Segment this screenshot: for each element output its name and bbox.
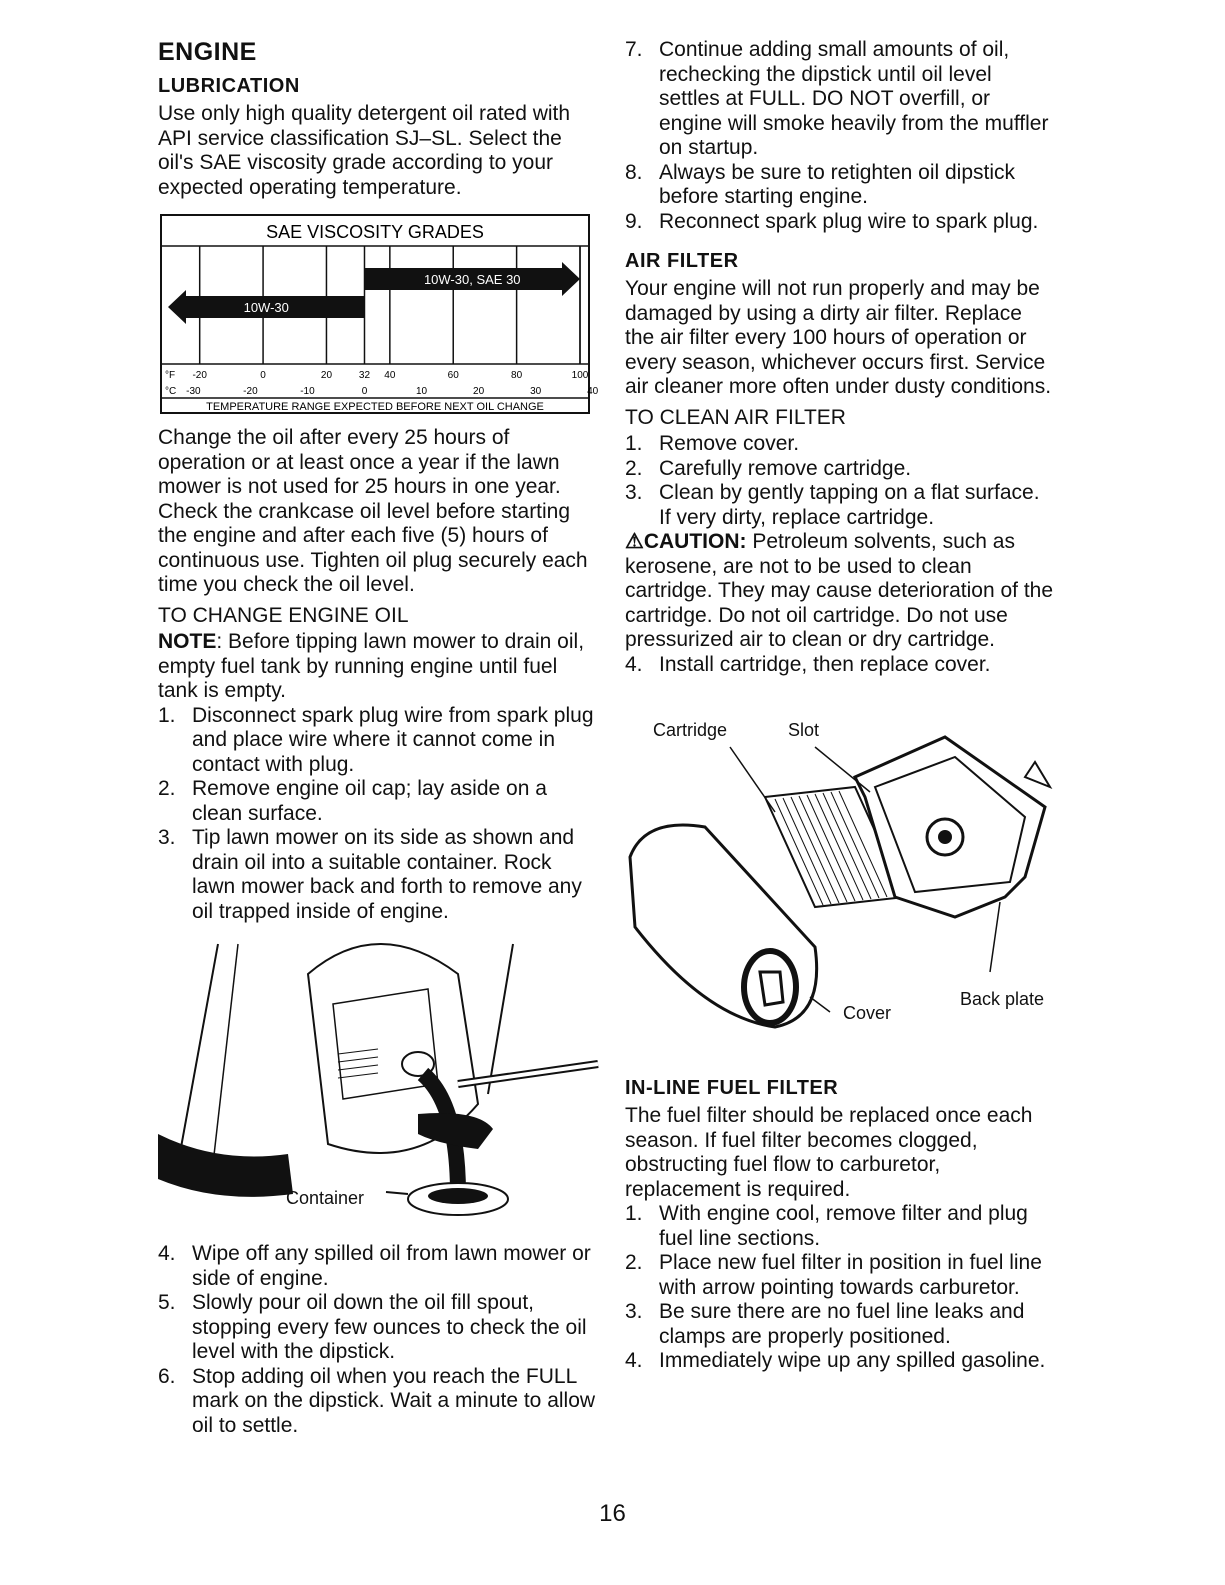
step-text: Place new fuel filter in position in fuel line with arrow pointing towards carburetor. xyxy=(659,1251,1042,1299)
container-label: Container xyxy=(286,1188,365,1208)
list-item xyxy=(625,1349,1055,1374)
step-number: 4. xyxy=(158,1242,176,1265)
clean-air-filter-heading: TO CLEAN AIR FILTER xyxy=(625,405,846,429)
step-text: With engine cool, remove filter and plug fuel line sections. xyxy=(659,1202,1028,1250)
list-item xyxy=(625,161,1055,210)
step-text: Be sure there are no fuel line leaks and clamps are properly positioned. xyxy=(659,1300,1025,1348)
step-number: 3. xyxy=(625,481,643,504)
lubrication-heading: LUBRICATION xyxy=(158,75,300,97)
range-label: 10W-30 xyxy=(243,300,289,315)
list-item xyxy=(625,481,1055,530)
c-tick-label: 10 xyxy=(415,386,428,397)
list-item xyxy=(625,1251,1055,1300)
step-number: 5. xyxy=(158,1291,176,1314)
list-item xyxy=(158,704,598,778)
list-item xyxy=(625,653,1055,678)
step-text: Immediately wipe up any spilled gasoline. xyxy=(659,1349,1046,1372)
step-number: 2. xyxy=(625,1251,643,1274)
step-number: 1. xyxy=(625,1202,643,1225)
lawn-mower-tipped-icon xyxy=(158,934,598,1234)
fuel-filter-steps xyxy=(625,1202,1055,1374)
slot-label: Slot xyxy=(788,720,820,740)
step-text: Reconnect spark plug wire to spark plug. xyxy=(659,209,1039,233)
c-tick-label: -30 xyxy=(186,386,201,397)
step-number: 3. xyxy=(625,1300,643,1323)
f-tick-label: 0 xyxy=(260,370,266,381)
lubrication-text: Use only high quality detergent oil rated with API service classification SJ–SL. Select the oil's SAE viscosity grade according to your expected operating temperature. xyxy=(158,102,571,199)
f-tick-label: 40 xyxy=(384,370,396,381)
list-item xyxy=(158,1365,598,1439)
page-number: 16 xyxy=(599,1500,626,1527)
warning-triangle-icon: ⚠ xyxy=(625,530,644,553)
oil-steps-4-6 xyxy=(158,1242,598,1438)
fuel-filter-text: The fuel filter should be replaced once each season. If fuel filter becomes clogged, obstructing fuel flow to carburetor, replacement is required. xyxy=(625,1104,1033,1201)
oil-steps-1-3 xyxy=(158,704,598,925)
air-filter-step-4 xyxy=(625,653,1055,678)
list-item xyxy=(625,1202,1055,1251)
step-number: 6. xyxy=(158,1364,176,1388)
note-text: : Before tipping lawn mower to drain oil, empty fuel tank by running engine until fuel tank is empty. xyxy=(158,630,585,702)
step-text: Always be sure to retighten oil dipstick before starting engine. xyxy=(659,160,1016,208)
f-tick-label: -20 xyxy=(192,370,207,381)
c-tick-label: 0 xyxy=(361,386,368,397)
step-text: Install cartridge, then replace cover. xyxy=(659,652,991,676)
to-change-heading: TO CHANGE ENGINE OIL xyxy=(158,603,409,627)
f-tick-label: 80 xyxy=(511,370,523,381)
f-tick-label: 20 xyxy=(320,370,333,381)
list-item xyxy=(625,38,1055,161)
step-number: 3. xyxy=(158,826,176,849)
c-tick-label: 30 xyxy=(530,386,542,397)
section-title: ENGINE xyxy=(158,38,257,66)
list-item xyxy=(158,826,598,924)
list-item xyxy=(158,1291,598,1365)
list-item xyxy=(625,1300,1055,1349)
right-column xyxy=(625,38,1055,1374)
list-item xyxy=(158,777,598,826)
f-tick-label: 100 xyxy=(571,370,589,381)
step-text: Clean by gently tapping on a flat surface. If very dirty, replace cartridge. xyxy=(659,481,1040,529)
step-text: Continue adding small amounts of oil, rechecking the dipstick until oil level settles at FULL. DO NOT overfill, or engine will smoke heavily from the muffler on startup. xyxy=(659,38,1049,159)
caution-paragraph xyxy=(625,530,1055,653)
list-item xyxy=(625,210,1055,235)
step-number: 1. xyxy=(158,703,176,727)
f-tick-label: 32 xyxy=(358,370,371,381)
caution-text: Petroleum solvents, such as kerosene, are not to be used to clean cartridge. They may cause deterioration of the cartridge. Do not oil cartridge. Do not use pressurized air to clean or dry cartridge. xyxy=(625,530,1054,651)
step-number: 4. xyxy=(625,652,643,676)
air-filter-heading: AIR FILTER xyxy=(625,250,739,272)
change-oil-text: Change the oil after every 25 hours of operation or at least once a year if the lawn mower is not used for 25 hours in one year. xyxy=(158,426,561,498)
air-filter-steps xyxy=(625,432,1055,530)
step-text: Carefully remove cartridge. xyxy=(659,456,912,480)
viscosity-chart-svg xyxy=(162,216,599,413)
f-unit-label: °F xyxy=(165,370,176,381)
step-text: Slowly pour oil down the oil fill spout, stopping every few ounces to check the oil level with the dipstick. xyxy=(192,1291,587,1363)
air-filter-illustration xyxy=(625,717,1055,1067)
left-column xyxy=(158,38,598,1438)
viscosity-chart xyxy=(160,214,599,414)
step-number: 9. xyxy=(625,209,643,233)
oil-drain-illustration xyxy=(158,934,598,1234)
c-tick-label: -10 xyxy=(300,386,315,397)
list-item xyxy=(625,457,1055,482)
list-item xyxy=(158,1242,598,1291)
c-tick-label: 20 xyxy=(473,386,485,397)
step-text: Remove engine oil cap; lay aside on a clean surface. xyxy=(192,777,547,825)
fuel-filter-heading: IN-LINE FUEL FILTER xyxy=(625,1077,839,1099)
step-number: 2. xyxy=(625,456,643,480)
step-text: Wipe off any spilled oil from lawn mower or side of engine. xyxy=(192,1242,591,1290)
cartridge-label: Cartridge xyxy=(653,720,728,740)
step-number: 1. xyxy=(625,432,643,455)
step-number: 4. xyxy=(625,1349,643,1372)
step-number: 7. xyxy=(625,38,643,61)
check-oil-text: Check the crankcase oil level before starting the engine and after each five (5) hours of continuous use. Tighten oil plug securely each time you check the oil level. xyxy=(158,499,588,596)
step-number: 8. xyxy=(625,160,643,184)
chart-footer: TEMPERATURE RANGE EXPECTED BEFORE NEXT OIL CHANGE xyxy=(206,401,544,413)
step-text: Tip lawn mower on its side as shown and drain oil into a suitable container. Rock lawn mower back and forth to remove any oil trapped inside of engine. xyxy=(192,826,582,923)
air-filter-text: Your engine will not run properly and may be damaged by using a dirty air filter. Replace the air filter every 100 hours of operation or every season, whichever occurs first. Service air cleaner more often under dusty conditions. xyxy=(625,277,1052,398)
oil-steps-7-9 xyxy=(625,38,1055,234)
step-text: Stop adding oil when you reach the FULL mark on the dipstick. Wait a minute to allow oil to settle. xyxy=(192,1364,596,1437)
back-plate-label: Back plate xyxy=(960,989,1045,1009)
f-tick-label: 60 xyxy=(447,370,459,381)
note-paragraph xyxy=(158,630,598,704)
chart-title: SAE VISCOSITY GRADES xyxy=(266,222,484,242)
cover-label: Cover xyxy=(843,1003,892,1023)
c-tick-label: -20 xyxy=(243,386,258,397)
step-number: 2. xyxy=(158,777,176,800)
note-label: NOTE xyxy=(158,630,217,653)
step-text: Remove cover. xyxy=(659,432,800,455)
c-tick-label: 40 xyxy=(587,386,599,397)
range-label: 10W-30, SAE 30 xyxy=(423,272,521,287)
list-item xyxy=(625,432,1055,457)
caution-label xyxy=(625,530,746,553)
caution-label-text: CAUTION: xyxy=(643,530,747,553)
c-unit-label: °C xyxy=(165,386,177,397)
step-text: Disconnect spark plug wire from spark plug and place wire where it cannot come in contact with plug. xyxy=(192,703,594,776)
